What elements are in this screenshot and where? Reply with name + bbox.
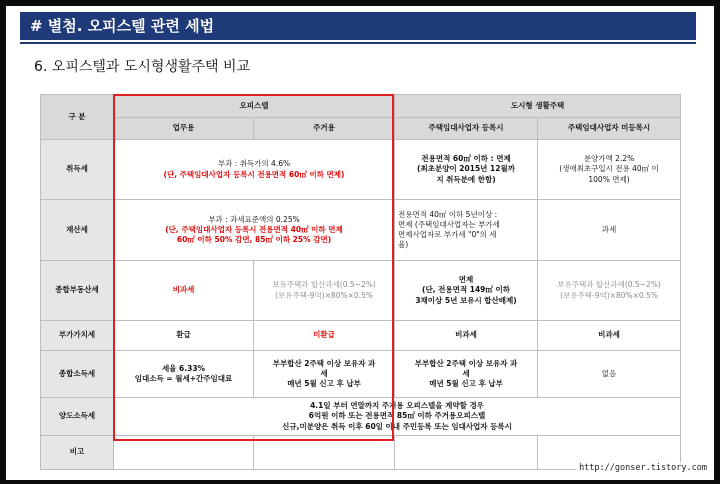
table-row-vat: [41, 321, 681, 351]
cell-registered-vat: 비과세: [395, 321, 538, 351]
cell-text-emphasis: 60㎡ 이하 50% 감면, 85㎡ 이하 25% 감면): [176, 235, 332, 245]
table-row-property-tax: [41, 200, 681, 261]
cell-text: (보유주택-9억)×80%×0.5%: [560, 290, 658, 300]
cell-text: 부부합산 2주택 이상 보유자 과: [414, 358, 518, 368]
cell-registered-comprehensive: [395, 261, 538, 321]
cell-residential-comprehensive: [254, 261, 395, 321]
section-subtitle: 6. 오피스텔과 도시형생활주택 비교: [34, 59, 251, 75]
cell-text: 3채이상 5년 보유시 합산배제): [415, 295, 517, 305]
cell-text-emphasis: (단, 주택임대사업자 등록시 전용면적 60㎡ 이하 면제): [163, 169, 345, 179]
cell-text: (보유주택-9억)×80%×0.5%: [275, 290, 373, 300]
col-header-unregistered: 주택임대사업자 미등록시: [538, 118, 681, 140]
cell-officetel-property: [114, 200, 395, 261]
cell-text-emphasis: (단, 주택임대사업자 등록시 전용면적 40㎡ 이하 면제: [165, 224, 343, 234]
cell-registered-income: [395, 351, 538, 398]
table-row-income-tax: [41, 351, 681, 398]
cell-text: 부과 : 과세표준액의 0.25%: [208, 214, 300, 224]
row-label-note: 비고: [41, 436, 114, 470]
group-header-officetel: 오피스텔: [114, 95, 395, 118]
cell-unregistered-income: 없음: [538, 351, 681, 398]
cell-business-comprehensive: 비과세: [114, 261, 254, 321]
cell-text: 매년 5월 신고 후 납부: [429, 379, 503, 389]
table-row-comprehensive-property-tax: [41, 261, 681, 321]
cell-transfer-tax: [114, 398, 681, 436]
cell-unregistered-comprehensive: [538, 261, 681, 321]
cell-residential-vat: 미환급: [254, 321, 395, 351]
corner-header: 구 분: [41, 95, 114, 140]
cell-text: 부부합산 2주택 이상 보유자 과: [272, 358, 376, 368]
table-row-transfer-tax: [41, 398, 681, 436]
page-title: # 별첨. 오피스텔 관련 세법: [20, 12, 696, 40]
cell-officetel-acquisition: [114, 140, 395, 200]
cell-business-vat: 환급: [114, 321, 254, 351]
cell-text: 세: [462, 368, 470, 378]
cell-text: (단, 전용면적 149㎡ 이하: [422, 285, 510, 295]
table-row-acquisition-tax: [41, 140, 681, 200]
blog-url-watermark: http://gonser.tistory.com: [576, 462, 710, 474]
col-header-registered: 주택임대사업자 등록시: [395, 118, 538, 140]
cell-unregistered-vat: 비과세: [538, 321, 681, 351]
row-label-vat: 부가가치세: [41, 321, 114, 351]
cell-unregistered-property: 과세: [538, 200, 681, 261]
cell-text: 6억원 이하 또는 전용면적 85㎡ 이하 주거용오피스텔: [308, 411, 486, 421]
row-label-acquisition-tax: 취득세: [41, 140, 114, 200]
cell-unregistered-acquisition: [538, 140, 681, 200]
cell-residential-income: [254, 351, 395, 398]
cell-text: 율): [398, 240, 409, 250]
cell-text: 부과 : 취득가의 4.6%: [217, 159, 291, 169]
cell-text: 4.1일 부터 연말까지 주거용 오피스텔을 계약할 경우: [310, 401, 484, 411]
table-header-row: [41, 95, 681, 118]
row-label-comprehensive-property-tax: 종합부동산세: [41, 261, 114, 321]
cell-text: 100% 면제): [588, 174, 630, 184]
row-label-property-tax: 재산세: [41, 200, 114, 261]
cell-text: 보유주택과 합산과세(0.5~2%): [557, 280, 661, 290]
cell-text: (최초분양이 2015년 12월까: [417, 164, 515, 174]
cell-text: 신규,미분양은 취득 이후 60일 이내 주민등록 또는 임대사업자 등록시: [282, 421, 512, 431]
cell-text: 분양가액 2.2%: [583, 154, 635, 164]
frame-right: [714, 0, 720, 484]
col-header-business: 업무용: [114, 118, 254, 140]
cell-text: 보유주택과 합산과세(0.5~2%): [272, 280, 376, 290]
cell-text: 매년 5월 신고 후 납부: [287, 379, 361, 389]
cell-text: 지 취득분에 한함): [436, 174, 496, 184]
comparison-table: [40, 94, 681, 470]
cell-text: 임대소득 = 월세+간주임대료: [134, 374, 233, 383]
cell-note-registered: [395, 436, 538, 470]
cell-note-residential: [254, 436, 395, 470]
title-underline: [20, 42, 696, 44]
cell-text: (생애최초구입시 전용 40㎡ 이: [559, 164, 659, 174]
cell-business-income: [114, 351, 254, 398]
cell-text: 세율 6.33%: [161, 363, 206, 373]
table-subheader-row: [41, 118, 681, 140]
cell-text: 면제 (주택임대사업자는 부가세: [398, 219, 500, 229]
frame-left: [0, 0, 6, 484]
cell-text: 전용면적 60㎡ 이하 : 면제: [421, 154, 511, 164]
cell-text: 면제사업자로 부가세 "0"의 세: [398, 230, 497, 239]
row-label-income-tax: 종합소득세: [41, 351, 114, 398]
cell-note-business: [114, 436, 254, 470]
cell-text: 전용면적 40㎡ 이하 5년이상 :: [398, 209, 498, 219]
frame-top: [0, 0, 720, 6]
cell-registered-acquisition: [395, 140, 538, 200]
cell-registered-property: [395, 200, 538, 261]
row-label-transfer-tax: 양도소득세: [41, 398, 114, 436]
cell-text: 세: [320, 368, 328, 378]
frame-bottom: [0, 480, 720, 484]
col-header-residential: 주거용: [254, 118, 395, 140]
cell-text: 면제: [458, 275, 474, 285]
group-header-urban-housing: 도시형 생활주택: [395, 95, 681, 118]
